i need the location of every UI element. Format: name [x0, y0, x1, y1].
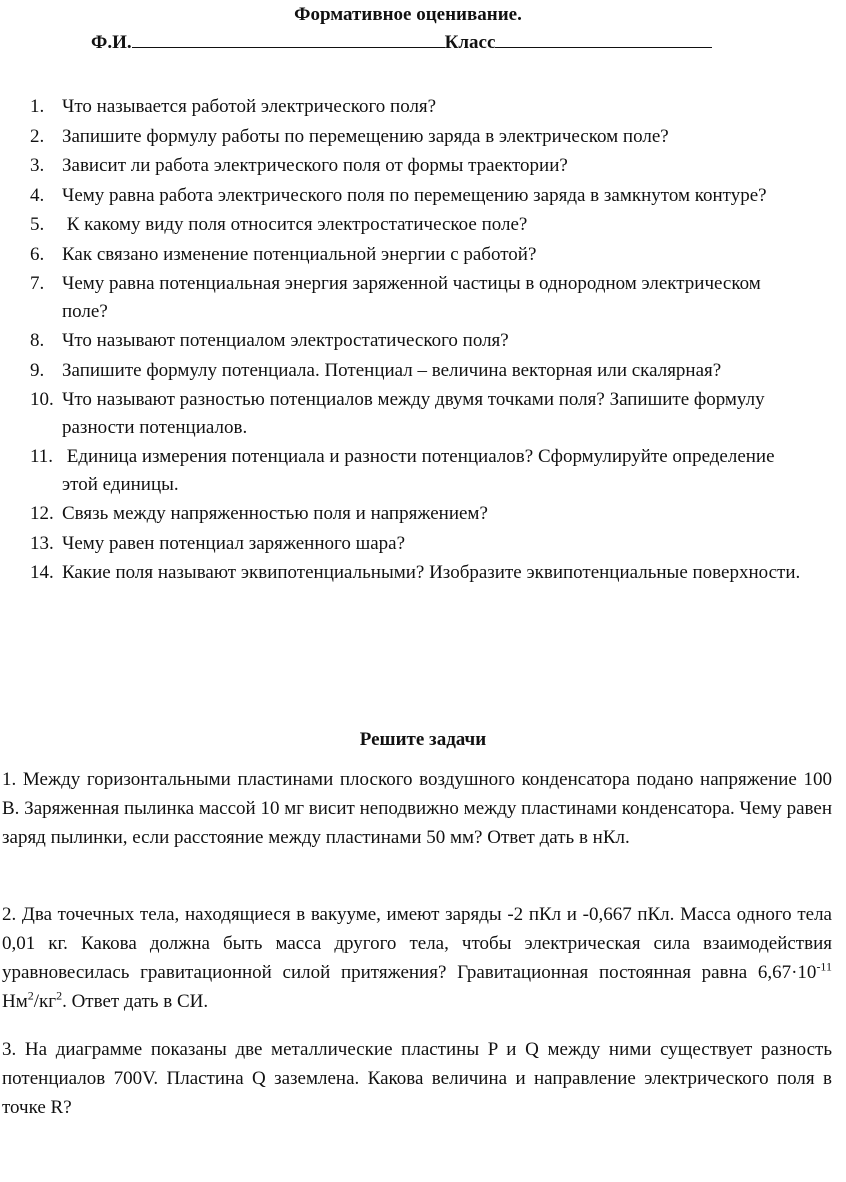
task-2-part: . Ответ дать в СИ. — [62, 991, 209, 1012]
question-text: Связь между напряженностью поля и напряжением? — [62, 503, 488, 524]
question-list — [30, 93, 810, 589]
task-2-exponent: 2 — [56, 988, 63, 1003]
question-text: Что называют разностью потенциалов между двумя точками поля? Запишите формулу разности потенциалов. — [62, 389, 765, 438]
student-info-line — [91, 31, 712, 55]
question-text: Что называют потенциалом электростатического поля? — [62, 330, 509, 351]
question-number: 10. — [30, 389, 54, 410]
question-text: К какому виду поля относится электростатическое поле? — [62, 214, 528, 235]
question-item — [30, 327, 810, 355]
question-number: 3. — [30, 155, 45, 176]
tasks-section-title: Решите задачи — [359, 729, 487, 750]
question-number: 1. — [30, 96, 45, 117]
question-number: 9. — [30, 359, 45, 381]
class-blank-field[interactable] — [495, 31, 712, 48]
question-item — [30, 386, 810, 441]
question-item — [30, 182, 810, 210]
question-item — [30, 123, 810, 151]
question-text: Что называется работой электрического поля? — [62, 96, 437, 117]
question-number: 11. — [30, 446, 54, 467]
question-number: 2. — [30, 125, 45, 147]
question-item — [30, 530, 810, 558]
page-title: Формативное оценивание. — [294, 4, 522, 25]
question-text: Единица измерения потенциала и разности потенциалов? Сформулируйте определение этой единицы. — [62, 446, 780, 495]
question-item — [30, 357, 810, 385]
question-item — [30, 500, 810, 528]
task-2-part: /кг — [33, 991, 57, 1012]
question-text: Какие поля называют эквипотенциальными? Изобразите эквипотенциальные поверхности. — [62, 562, 801, 583]
question-number: 4. — [30, 184, 45, 206]
question-number: 7. — [30, 273, 45, 294]
question-number: 12. — [30, 503, 54, 524]
question-number: 5. — [30, 214, 45, 235]
question-number: 8. — [30, 330, 45, 351]
question-text: Чему равна работа электрического поля по перемещению заряда в замкнутом контуре? — [62, 184, 767, 206]
task-2-exponent: 2 — [27, 988, 34, 1003]
question-item — [30, 559, 810, 587]
question-text: Чему равна потенциальная энергия заряженной частицы в однородном электрическом поле? — [62, 273, 761, 322]
question-number: 13. — [30, 532, 54, 554]
question-item — [30, 241, 810, 269]
fio-label: Ф.И. — [91, 32, 132, 53]
class-label: Класс — [444, 32, 496, 53]
task-3-text: 3. На диаграмме показаны две металлические пластины P и Q между ними существует разность потенциалов 700V. Пластина Q заземлена. Какова величина и направление электрического поля в точке R? — [2, 1039, 832, 1118]
question-text: Запишите формулу работы по перемещению заряда в электрическом поле? — [62, 125, 669, 147]
question-text: Чему равен потенциал заряженного шара? — [62, 532, 406, 554]
question-text: Как связано изменение потенциальной энергии с работой? — [62, 243, 537, 265]
question-item — [30, 93, 810, 121]
question-number: 14. — [30, 562, 54, 583]
question-item — [30, 211, 810, 239]
question-text: Зависит ли работа электрического поля от формы траектории? — [62, 155, 568, 176]
question-number: 6. — [30, 243, 45, 265]
task-2-exponent: -11 — [816, 959, 832, 974]
question-item — [30, 270, 810, 325]
task-2-part: 2. Два точечных тела, находящиеся в вакууме, имеют заряды -2 пКл и -0,667 пКл. Масса одного тела 0,01 кг. Какова должна быть масса другого тела, чтобы электрическая сила взаимодействия уравновесилась гравитационной силой притяжения? Гравитационная постоянная равна 6,67·10 — [2, 904, 832, 983]
question-item — [30, 152, 810, 180]
question-text: Запишите формулу потенциала. Потенциал – величина векторная или скалярная? — [62, 359, 722, 381]
fio-blank-field[interactable] — [132, 31, 445, 48]
task-2-text — [2, 900, 832, 1016]
task-1-text: 1. Между горизонтальными пластинами плоского воздушного конденсатора подано напряжение 100 В. Заряженная пылинка массой 10 мг висит неподвижно между пластинами конденсатора. Чему равен заряд пылинки, если расстояние между пластинами 50 мм? Ответ дать в нКл. — [2, 769, 832, 848]
question-item — [30, 443, 810, 498]
task-2-part: Нм — [2, 991, 28, 1012]
